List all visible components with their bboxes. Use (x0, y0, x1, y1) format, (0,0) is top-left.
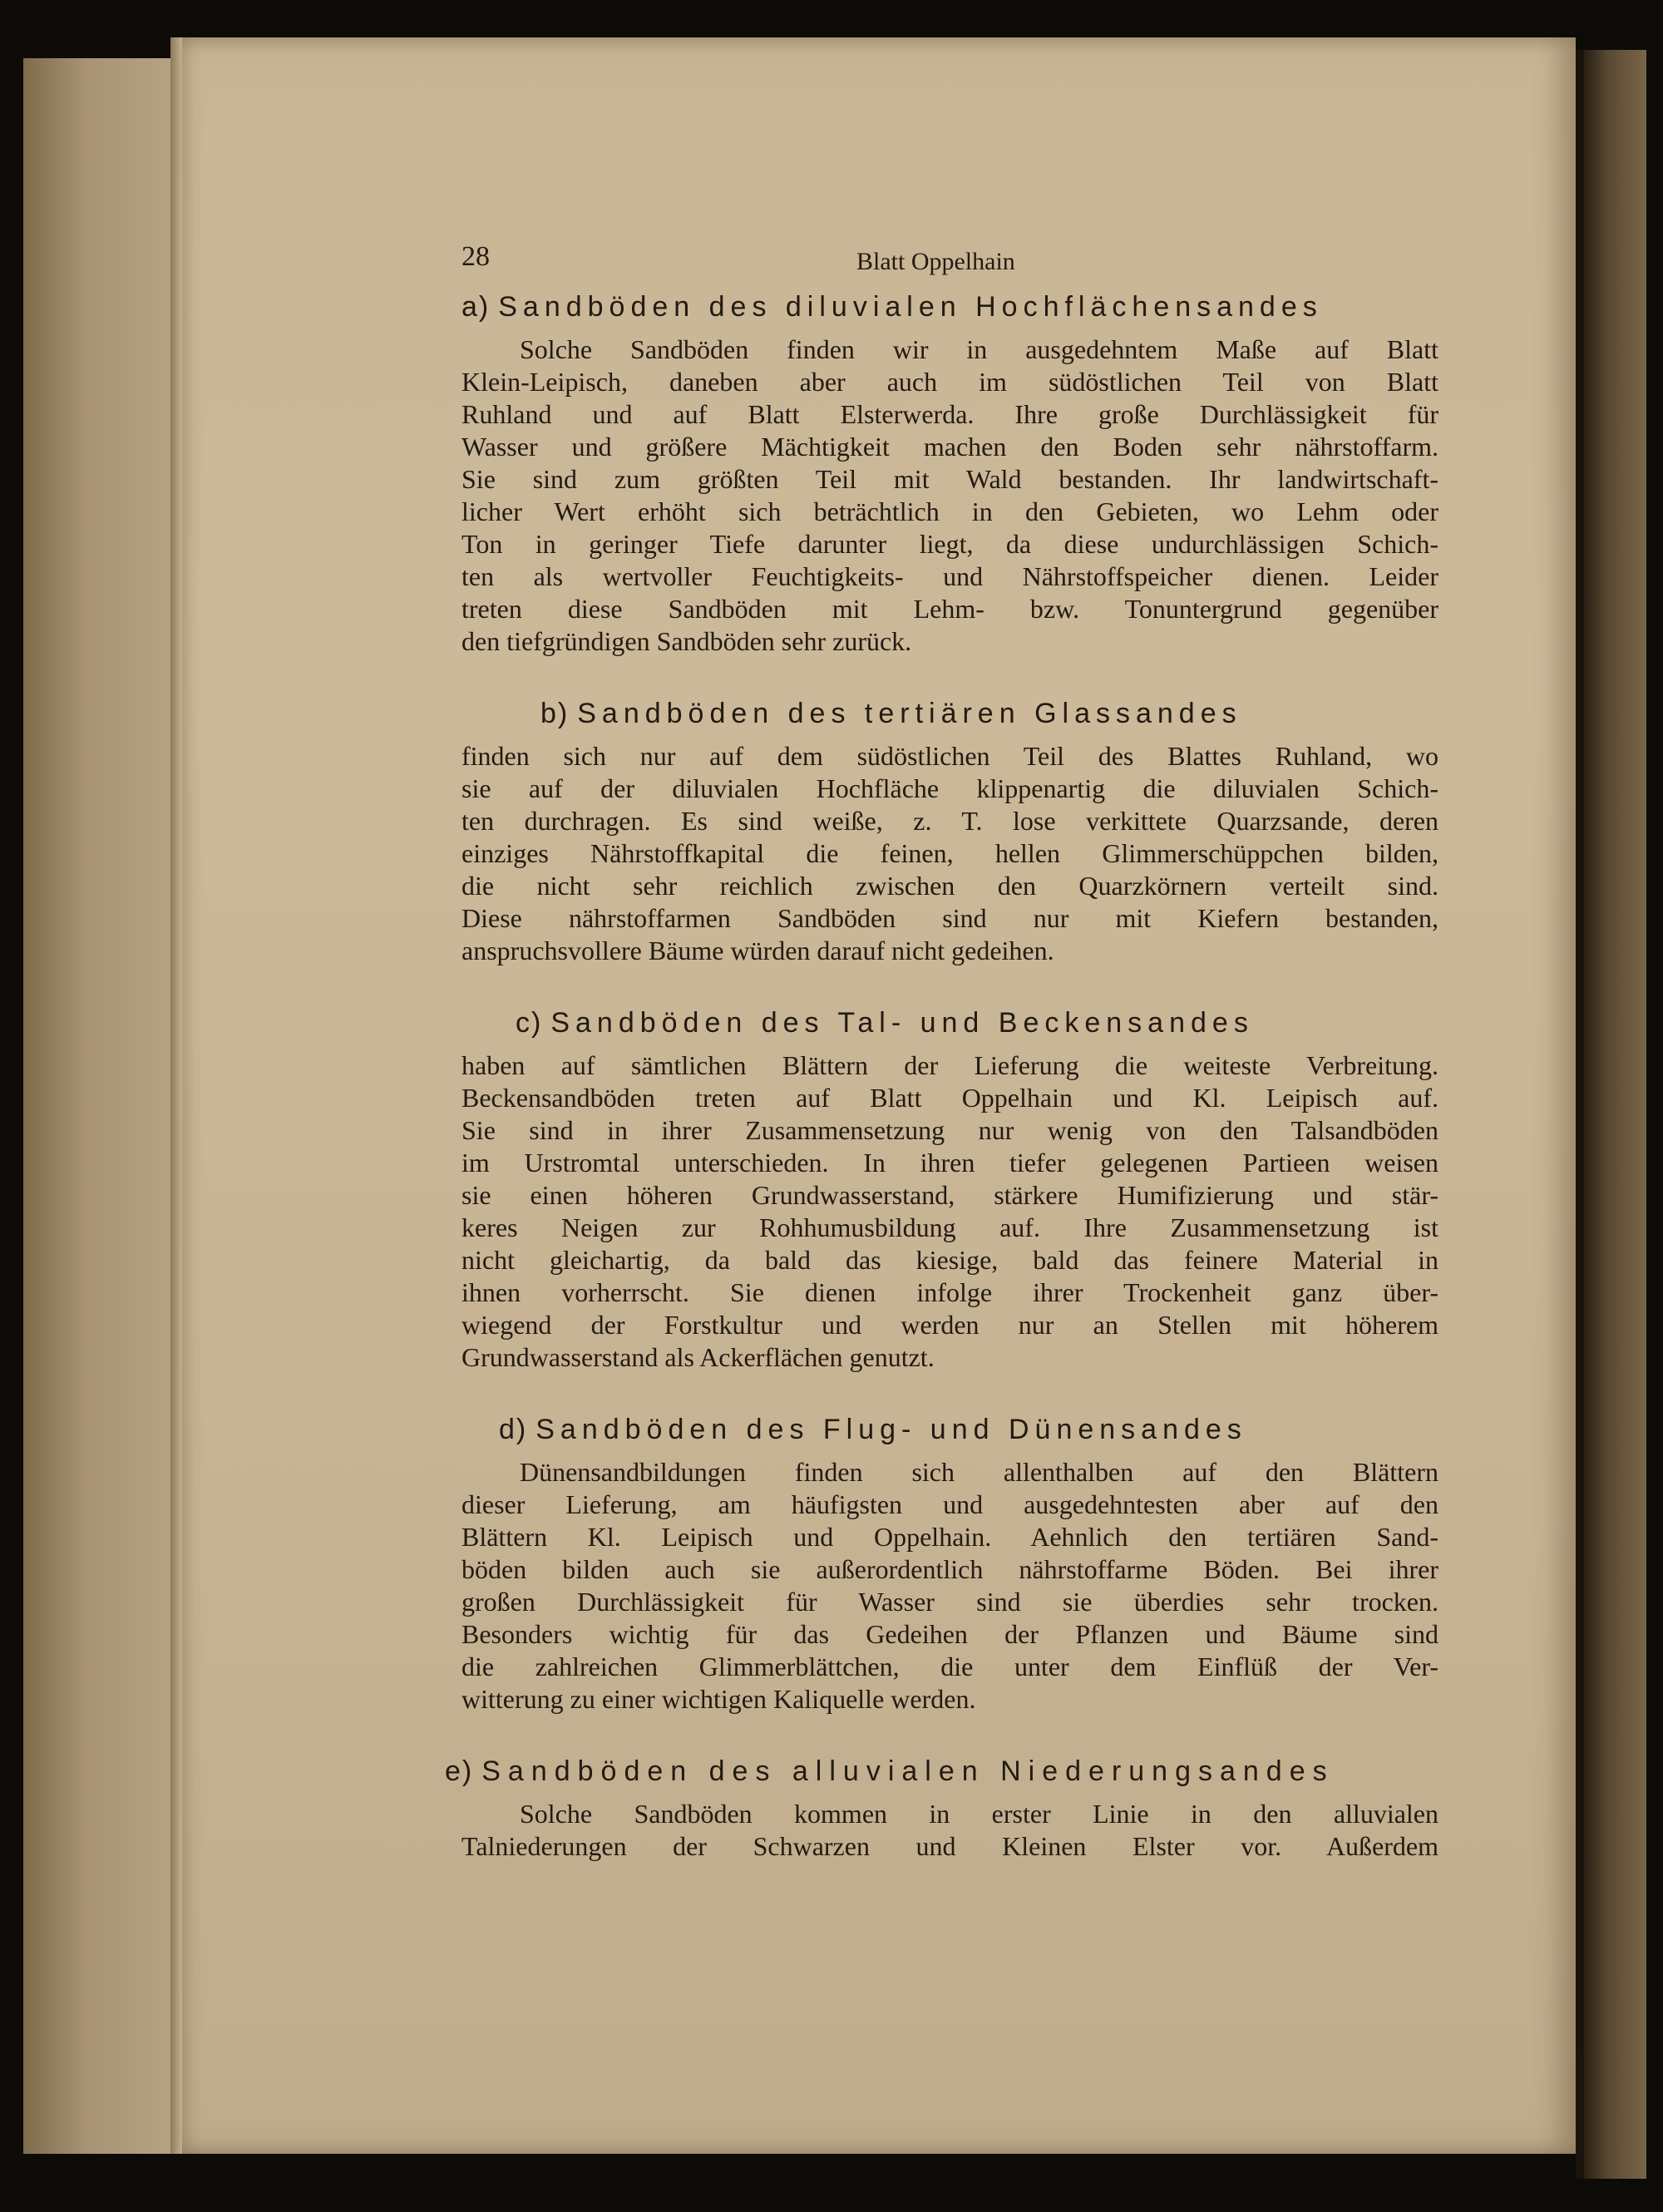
section-heading (499, 1414, 1438, 1446)
paragraph (461, 1456, 1438, 1716)
text-line: ten durchragen. Es sind weiße, z. T. lose verkittete Quarzsande, deren (461, 806, 1438, 836)
text-line: sie auf der diluvialen Hochfläche klippenartig die diluvialen Schich- (461, 773, 1438, 803)
section-title: Sandböden des Flug- und Dünensandes (535, 1414, 1247, 1445)
text-line: sie einen höheren Grundwasserstand, stärkere Humifizierung und stär- (461, 1180, 1438, 1210)
text-line: die zahlreichen Glimmerblättchen, die unter dem Einflüß der Ver- (461, 1652, 1438, 1681)
section-d (461, 1414, 1438, 1716)
page-header (461, 241, 1438, 291)
page-text (445, 241, 1438, 1903)
underlying-pages-edge (23, 58, 181, 2154)
section-label: e) (445, 1755, 474, 1787)
text-line: Ruhland und auf Blatt Elsterwerda. Ihre große Durchlässigkeit für (461, 399, 1438, 429)
text-line: finden sich nur auf dem südöstlichen Teil des Blattes Ruhland, wo (461, 741, 1438, 771)
text-line: Talniederungen der Schwarzen und Kleinen Elster vor. Außerdem (461, 1831, 1438, 1861)
text-line: großen Durchlässigkeit für Wasser sind sie überdies sehr trocken. (461, 1587, 1438, 1617)
section-title: Sandböden des diluvialen Hochflächensandes (498, 291, 1323, 323)
page-fold (170, 37, 182, 2154)
section-title: Sandböden des Tal- und Beckensandes (550, 1007, 1254, 1039)
section-label: c) (516, 1007, 543, 1039)
text-line: nicht gleichartig, da bald das kiesige, bald das feinere Material in (461, 1245, 1438, 1275)
section-e (445, 1755, 1438, 1863)
paragraph (461, 1798, 1438, 1863)
text-line: Sie sind zum größten Teil mit Wald bestanden. Ihr landwirtschaft- (461, 464, 1438, 494)
text-line: Klein-Leipisch, daneben aber auch im südöstlichen Teil von Blatt (461, 367, 1438, 397)
section-a (461, 291, 1438, 658)
text-line: Dünensandbildungen finden sich allenthalben auf den Blättern (520, 1457, 1438, 1487)
next-page-edge (1584, 50, 1646, 2179)
text-line: ihnen vorherrscht. Sie dienen infolge ihrer Trockenheit ganz über- (461, 1277, 1438, 1307)
text-line: dieser Lieferung, am häufigsten und ausgedehntesten aber auf den (461, 1489, 1438, 1519)
running-title: Blatt Oppelhain (856, 248, 1015, 275)
paragraph (461, 740, 1438, 967)
text-line: licher Wert erhöht sich beträchtlich in den Gebieten, wo Lehm oder (461, 496, 1438, 526)
text-line: anspruchsvollere Bäume würden darauf nicht gedeihen. (461, 936, 1054, 965)
text-line: Beckensandböden treten auf Blatt Oppelhain und Kl. Leipisch auf. (461, 1083, 1438, 1113)
text-line: die nicht sehr reichlich zwischen den Quarzkörnern verteilt sind. (461, 871, 1438, 901)
section-b (461, 698, 1438, 967)
text-line: keres Neigen zur Rohhumusbildung auf. Ihre Zusammensetzung ist (461, 1212, 1438, 1242)
text-line: Wasser und größere Mächtigkeit machen den Boden sehr nährstoffarm. (461, 432, 1438, 462)
text-line: Solche Sandböden kommen in erster Linie in den alluvialen (520, 1799, 1438, 1829)
section-heading (445, 1755, 1438, 1788)
text-line: den tiefgründigen Sandböden sehr zurück. (461, 626, 912, 656)
section-title: Sandböden des tertiären Glassandes (577, 698, 1242, 729)
section-label: b) (540, 698, 570, 729)
text-line: Grundwasserstand als Ackerflächen genutzt. (461, 1342, 935, 1372)
text-line: böden bilden auch sie außerordentlich nährstoffarme Böden. Bei ihrer (461, 1554, 1438, 1584)
section-label: d) (499, 1414, 528, 1445)
text-line: treten diese Sandböden mit Lehm- bzw. Tonuntergrund gegenüber (461, 594, 1438, 624)
text-line: wiegend der Forstkultur und werden nur an Stellen mit höherem (461, 1310, 1438, 1340)
text-line: ten als wertvoller Feuchtigkeits- und Nährstoffspeicher dienen. Leider (461, 561, 1438, 591)
section-c (461, 1007, 1438, 1374)
section-heading (461, 291, 1438, 323)
section-title: Sandböden des alluvialen Niederungsandes (481, 1755, 1335, 1787)
section-heading (516, 1007, 1438, 1039)
text-line: Ton in geringer Tiefe darunter liegt, da diese undurchlässigen Schich- (461, 529, 1438, 559)
text-line: Sie sind in ihrer Zusammensetzung nur wenig von den Talsandböden (461, 1115, 1438, 1145)
text-line: haben auf sämtlichen Blättern der Lieferung die weiteste Verbreitung. (461, 1050, 1438, 1080)
text-line: Blättern Kl. Leipisch und Oppelhain. Aehnlich den tertiären Sand- (461, 1522, 1438, 1552)
page-number: 28 (461, 241, 490, 272)
paragraph (461, 333, 1438, 658)
text-line: im Urstromtal unterschieden. In ihren tiefer gelegenen Partieen weisen (461, 1148, 1438, 1178)
text-line: einziges Nährstoffkapital die feinen, hellen Glimmerschüppchen bilden, (461, 838, 1438, 868)
text-line: Diese nährstoffarmen Sandböden sind nur mit Kiefern bestanden, (461, 903, 1438, 933)
section-heading (540, 698, 1438, 730)
section-label: a) (461, 291, 491, 323)
paragraph (461, 1049, 1438, 1374)
text-line: Besonders wichtig für das Gedeihen der Pflanzen und Bäume sind (461, 1619, 1438, 1649)
text-line: Solche Sandböden finden wir in ausgedehntem Maße auf Blatt (520, 334, 1438, 364)
text-line: witterung zu einer wichtigen Kaliquelle werden. (461, 1684, 976, 1714)
